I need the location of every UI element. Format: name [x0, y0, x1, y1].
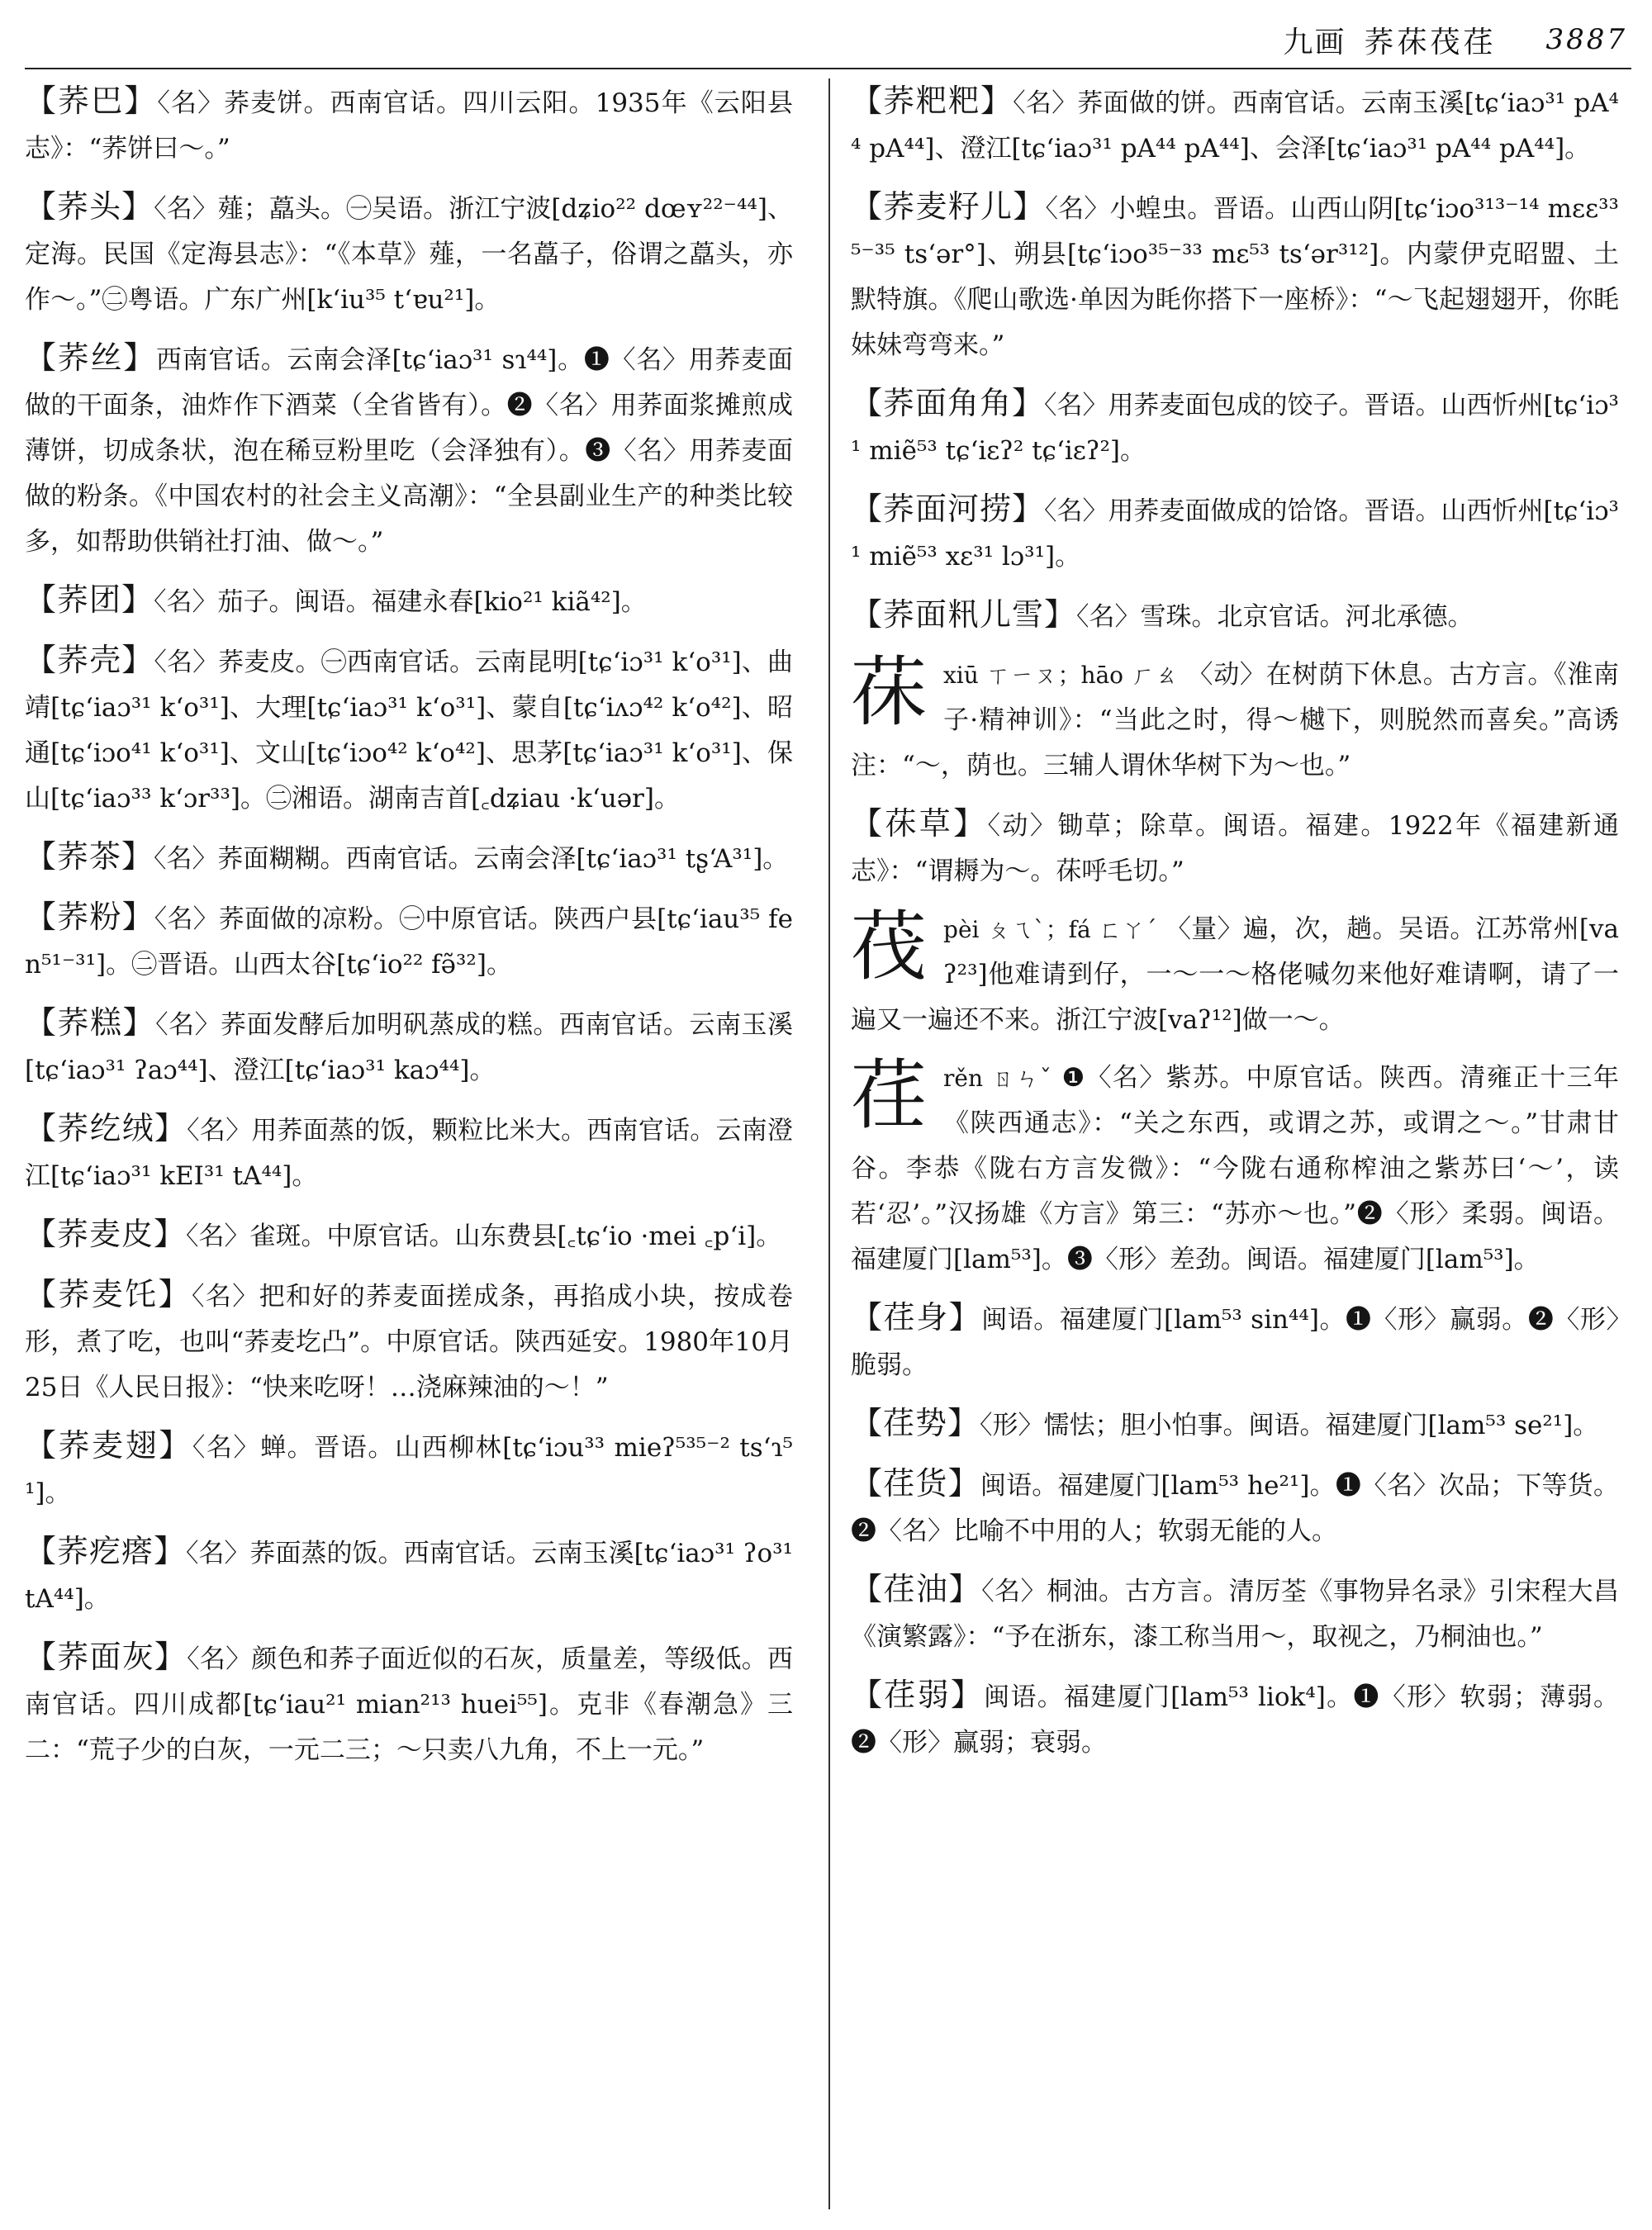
entry-definition: 〈动〉锄草；除草。闽语。福建。1922年《福建新通志》：“谓耨为～。茠呼毛切。” — [851, 811, 1619, 886]
entry-headword: 【荏势】 — [851, 1405, 980, 1441]
entry-definition: 闽语。福建厦门[lam⁵³ he²¹]。❶〈名〉次品；下等货。❷〈名〉比喻不中用的人；软弱无能的人。 — [851, 1471, 1619, 1546]
dictionary-entry — [851, 1461, 1619, 1554]
entry-definition: 〈名〉小蝗虫。晋语。山西山阴[tɕ‘iɔo³¹³⁻¹⁴ mɛɛ³³⁵⁻³⁵ ts‘ər°]、朔县[tɕ‘iɔo³⁵⁻³³ mɛ⁵³ ts‘ər³¹²]。内蒙伊克昭盟、土默特旗。《爬山歌选·单因为眊你搭下一座桥》：“～飞起翅翅开，你眊妹妹弯弯来。” — [851, 194, 1619, 360]
entry-headword: 【荞麦翅】 — [25, 1427, 192, 1464]
entry-headword: 【荞麦皮】 — [25, 1216, 187, 1252]
dictionary-entry — [25, 78, 793, 172]
entry-headword: 【荞疙瘩】 — [25, 1533, 187, 1569]
entry-headword: 【荏弱】 — [851, 1677, 985, 1713]
entry-headword: 【荞纥绒】 — [25, 1110, 188, 1146]
entry-definition: 〈名〉蝉。晋语。山西柳林[tɕ‘iɔu³³ mieʔ⁵³⁵⁻² ts‘ɿ⁵¹]。 — [25, 1433, 793, 1508]
stroke-section: 九画 — [1283, 25, 1346, 59]
character-entry — [851, 1051, 1619, 1283]
dictionary-entry — [25, 335, 793, 565]
entry-definition: 〈名〉荞麦饼。西南官话。四川云阳。1935年《云阳县志》：“荞饼曰～。” — [25, 88, 793, 164]
header-rule — [25, 68, 1631, 69]
entry-pinyin: xiū ㄒㄧㄡ；hāo ㄏㄠ — [943, 662, 1179, 689]
entry-definition: 〈名〉雪珠。北京官话。河北承德。 — [1076, 602, 1474, 632]
entry-definition: 西南官话。云南会泽[tɕ‘iaɔ³¹ sɿ⁴⁴]。❶〈名〉用荞麦面做的干面条，油炸作下酒菜（全省皆有）。❷〈名〉用荞面浆摊煎成薄饼，切成条状，泡在稀豆粉里吃（会泽独有）。❸〈名〉用荞麦面做的粉条。《中国农村的社会主义高潮》：“全县副业生产的种类比较多，如帮助供销社打油、做～。” — [25, 345, 793, 557]
entry-definition: 〈名〉雀斑。中原官话。山东费县[꜀tɕ‘io ·mei ꜀p‘i]。 — [186, 1222, 782, 1251]
dictionary-entry — [25, 834, 793, 882]
entry-headword: 【荏身】 — [851, 1299, 982, 1336]
entry-definition: 〈名〉薤；藠头。㊀吴语。浙江宁波[dʑio²² dœʏ²²⁻⁴⁴]、定海。民国《定海县志》：“《本草》薤，一名藠子，俗谓之藠头，亦作～。”㊁粤语。广东广州[k‘iu³⁵ t‘ɐu²¹]。 — [25, 194, 793, 315]
entry-headword: 【荞头】 — [25, 188, 154, 225]
dictionary-entry — [25, 1635, 793, 1773]
character-entry — [851, 903, 1619, 1043]
dictionary-entry — [851, 184, 1619, 368]
dictionary-entry — [851, 486, 1619, 580]
entry-headword: 【荞巴】 — [25, 83, 158, 119]
left-column — [25, 78, 793, 2209]
entry-headword: 【茠草】 — [851, 805, 988, 842]
page-number: 3887 — [1545, 23, 1627, 56]
entry-definition: 〈名〉用荞麦面做成的饸饹。晋语。山西忻州[tɕ‘iɔ³¹ miẽ⁵³ xɛ³¹ lɔ³¹]。 — [851, 496, 1619, 572]
entry-headword: 【荞茶】 — [25, 838, 154, 875]
entry-headword: 【荞面角角】 — [851, 385, 1045, 421]
entry-headword: 【荞面灰】 — [25, 1639, 188, 1675]
column-divider — [828, 78, 830, 2209]
dictionary-entry — [851, 381, 1619, 474]
entry-definition: 〈名〉桐油。古方言。清厉荃《事物异名录》引宋程大昌《演繁露》：“予在浙东，漆工称当用～，取视之，乃桐油也。” — [851, 1577, 1619, 1652]
dictionary-entry — [25, 577, 793, 625]
entry-definition: 〈名〉颜色和荞子面近似的石灰，质量差，等级低。西南官话。四川成都[tɕ‘iau²¹ mian²¹³ huei⁵⁵]。克非《春潮急》三二：“荒子少的白灰，一元二三；～只卖八九角，不上一元。” — [25, 1644, 793, 1765]
entry-definition: 闽语。福建厦门[lam⁵³ sin⁴⁴]。❶〈形〉赢弱。❷〈形〉脆弱。 — [851, 1305, 1619, 1380]
entry-definition: 〈动〉在树荫下休息。古方言。《淮南子·精神训》：“当此之时，得～樾下，则脱然而喜矣。”高诱注：“～，荫也。三辅人谓休华树下为～也。” — [851, 660, 1619, 780]
dictionary-entry — [25, 1106, 793, 1199]
dictionary-entry — [25, 184, 793, 323]
entry-headword: 【荞壳】 — [25, 642, 154, 678]
dictionary-entry — [851, 1567, 1619, 1660]
entry-definition: 〈名〉荞面做的凉粉。㊀中原官话。陕西户县[tɕ‘iau³⁵ fen⁵¹⁻³¹]。㊁晋语。山西太谷[tɕ‘io²² fə̃³²]。 — [25, 904, 793, 980]
entry-headword: 【荏油】 — [851, 1571, 982, 1607]
entry-headword: 【荞糕】 — [25, 1004, 156, 1041]
dictionary-entry — [851, 1401, 1619, 1449]
character-entry — [851, 648, 1619, 789]
dictionary-entry — [25, 1000, 793, 1094]
entry-definition: 〈名〉用荞面蒸的饭，颗粒比米大。西南官话。云南澄江[tɕ‘iaɔ³¹ kEI³¹ tA⁴⁴]。 — [25, 1116, 793, 1191]
dictionary-entry — [25, 638, 793, 822]
entry-definition: 〈名〉荞面做的饼。西南官话。云南玉溪[tɕ‘iaɔ³¹ pA⁴⁴ pA⁴⁴]、澄江[tɕ‘iaɔ³¹ pA⁴⁴ pA⁴⁴]、会泽[tɕ‘iaɔ³¹ pA⁴⁴ pA⁴⁴]。 — [851, 88, 1619, 164]
entry-definition: ❶〈名〉紫苏。中原官话。陕西。清雍正十三年《陕西通志》：“关之东西，或谓之苏，或谓之～。”甘肃甘谷。李恭《陇右方言发微》：“今陇右通称榨油之紫苏曰‘～’，读若‘忍’。”汉扬雄《方言》第三：“苏亦～也。”❷〈形〉柔弱。闽语。福建厦门[lam⁵³]。❸〈形〉差劲。闽语。福建厦门[lam⁵³]。 — [851, 1063, 1619, 1274]
entry-definition: 〈名〉茄子。闽语。福建永春[kio²¹ kiã⁴²]。 — [154, 587, 647, 617]
entry-headword: 【荞粉】 — [25, 899, 154, 935]
entry-definition: 闽语。福建厦门[lam⁵³ liok⁴]。❶〈形〉软弱；薄弱。❷〈形〉赢弱；衰弱。 — [851, 1682, 1619, 1758]
right-column — [851, 78, 1619, 2209]
entry-character: 茠 — [851, 648, 928, 737]
dictionary-entry — [25, 1529, 793, 1622]
entry-headword: 【荞丝】 — [25, 339, 156, 376]
entry-definition: 〈名〉用荞麦面包成的饺子。晋语。山西忻州[tɕ‘iɔ³¹ miẽ⁵³ tɕ‘iɛʔ² tɕ‘iɛʔ²]。 — [851, 391, 1619, 466]
running-header — [1214, 15, 1627, 64]
dictionary-entry — [851, 78, 1619, 172]
entry-definition: 〈名〉荞面蒸的饭。西南官话。云南玉溪[tɕ‘iaɔ³¹ ʔo³¹ tA⁴⁴]。 — [25, 1539, 793, 1614]
entry-headword: 【荞面籸儿雪】 — [851, 596, 1077, 633]
entry-headword: 【荏货】 — [851, 1465, 980, 1502]
entry-definition: 〈名〉荞麦皮。㊀西南官话。云南昆明[tɕ‘iɔ³¹ k‘o³¹]、曲靖[tɕ‘iaɔ³¹ k‘o³¹]、大理[tɕ‘iaɔ³¹ k‘o³¹]、蒙自[tɕ‘iʌɔ⁴² k‘o⁴²]、昭通[tɕ‘iɔo⁴¹ k‘o³¹]、文山[tɕ‘iɔo⁴² k‘o⁴²]、思茅[tɕ‘iaɔ³¹ k‘o³¹]、保山[tɕ‘iaɔ³³ k‘ɔr³³]。㊁湘语。湖南吉首[꜀dʑiau ·k‘uər]。 — [25, 648, 793, 814]
entry-headword: 【荞粑粑】 — [851, 83, 1014, 119]
entry-character: 茷 — [851, 903, 928, 991]
entry-definition: 〈名〉荞面糊糊。西南官话。云南会泽[tɕ‘iaɔ³¹ tʂ‘A³¹]。 — [154, 844, 789, 874]
header-characters: 荞茠茷荏 — [1364, 25, 1497, 59]
dictionary-entry — [851, 1295, 1619, 1388]
dictionary-entry — [25, 1212, 793, 1260]
entry-definition: 〈名〉荞面发酵后加明矾蒸成的糕。西南官话。云南玉溪[tɕ‘iaɔ³¹ ʔaɔ⁴⁴]、澄江[tɕ‘iaɔ³¹ kaɔ⁴⁴]。 — [25, 1010, 793, 1085]
entry-headword: 【荞麦籽儿】 — [851, 188, 1046, 225]
entry-headword: 【荞麦饦】 — [25, 1276, 192, 1312]
dictionary-entry — [851, 1672, 1619, 1766]
entry-headword: 【荞面河捞】 — [851, 491, 1045, 527]
entry-definition: 〈名〉把和好的荞麦面搓成条，再掐成小块，按成卷形，煮了吃，也叫“荞麦圪凸”。中原官话。陕西延安。1980年10月25日《人民日报》：“快来吃呀！…浇麻辣油的～！” — [25, 1282, 793, 1402]
entry-pinyin: pèi ㄆㄟˋ；fá ㄈㄚˊ — [943, 916, 1157, 943]
dictionary-entry — [25, 1423, 793, 1516]
entry-definition: 〈量〉遍，次，趟。吴语。江苏常州[vaʔ²³]他难请到仔，一～一～格佬喊勿来他好难请啊，请了一遍又一遍还不来。浙江宁波[vaʔ¹²]做一～。 — [851, 914, 1619, 1035]
dictionary-entry — [25, 894, 793, 988]
entry-pinyin: rěn ㄖㄣˇ — [943, 1065, 1053, 1092]
entry-character: 荏 — [851, 1051, 928, 1140]
entry-definition: 〈形〉懦怯；胆小怕事。闽语。福建厦门[lam⁵³ se²¹]。 — [980, 1411, 1599, 1440]
entry-headword: 【荞团】 — [25, 581, 154, 618]
dictionary-entry — [25, 1272, 793, 1411]
dictionary-entry — [851, 592, 1619, 640]
dictionary-entry — [851, 801, 1619, 894]
